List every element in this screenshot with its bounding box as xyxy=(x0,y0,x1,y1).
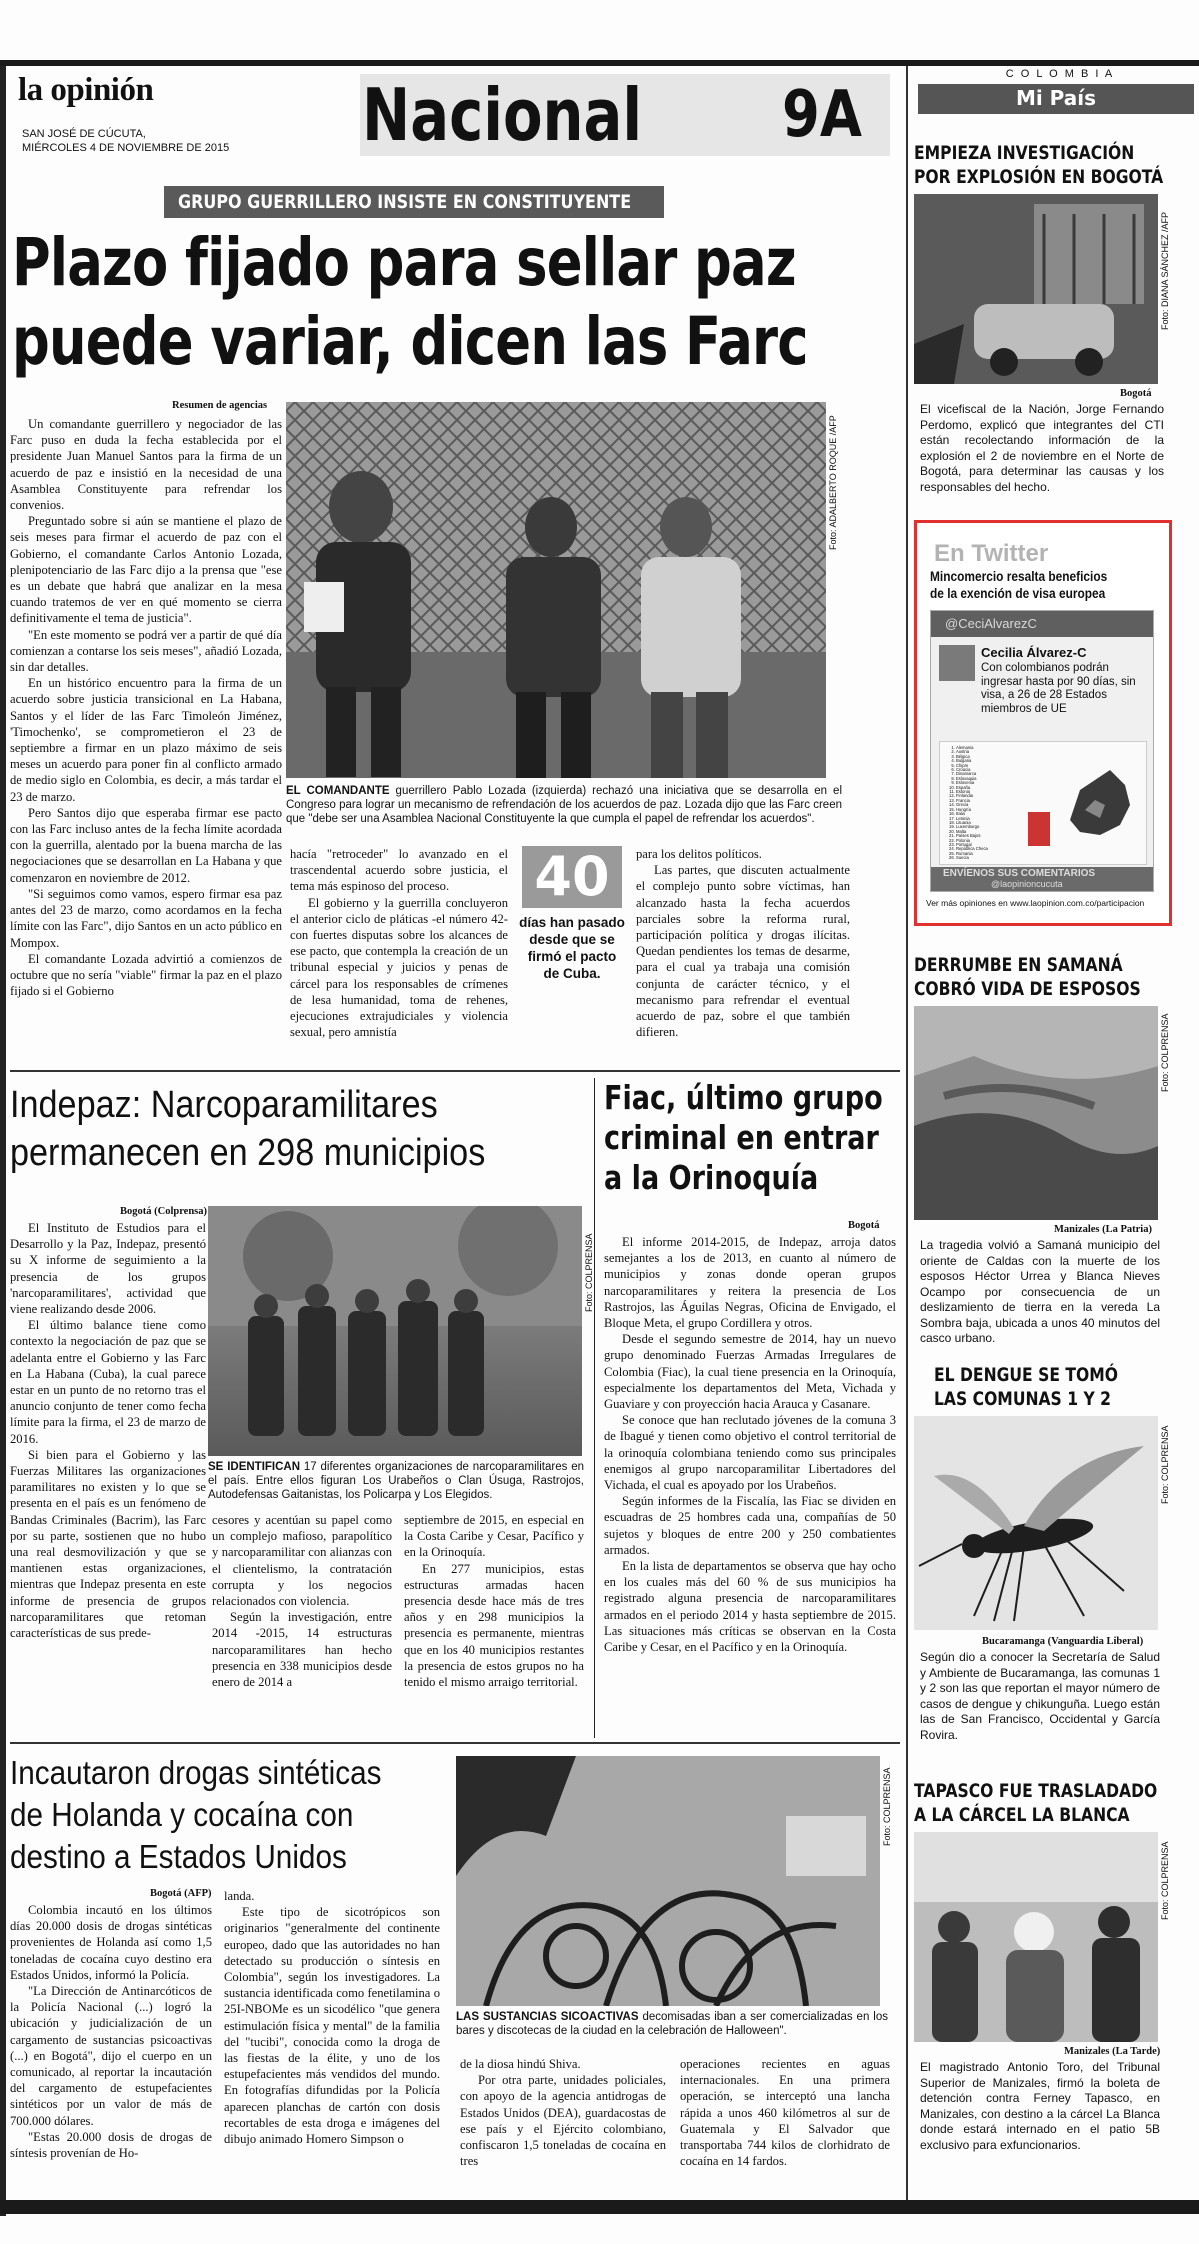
paragraph: El último balance tiene como contexto la negociación de paz que se adelanta entre el Gobierno y las Farc en La Habana (Cuba), la cual parece estar en un punto de no retorno tras el anuncio conjunto de tener como fecha límite para la firma, el 23 de marzo de 2016. xyxy=(10,1318,206,1446)
country-item: 15. Hungría xyxy=(956,808,1026,812)
tweet-author: Cecilia Álvarez-C xyxy=(981,645,1087,660)
caption-lead-in: SE IDENTIFICAN xyxy=(208,1461,301,1473)
country-item: 20. Malta xyxy=(956,830,1026,834)
bottom-bar xyxy=(0,2200,1199,2214)
comments-banner-line1: ENVÍENOS SUS COMENTARIOS xyxy=(943,868,1096,879)
lead-headline-line2: puede variar, dicen las Farc xyxy=(12,303,808,380)
drogas-caption xyxy=(456,2010,888,2038)
paragraph: En un histórico encuentro para la firma de un acuerdo sobre justicia transicional en La Habana, Santos y el líder de las Farc Timoleón Jiménez, 'Timochenko', se comprometieron el 23 de septiembre a firmar en un plazo máximo de seis meses un acuerdo para poner fin al conflicto armado de medio siglo en Colombia, es decir, a más tardar el 23 de marzo. xyxy=(10,676,282,804)
paragraph: para los delitos políticos. xyxy=(636,847,762,861)
drogas-headline-line2: de Holanda y cocaína con xyxy=(10,1796,354,1833)
sidebar-4-photo-illustration xyxy=(914,1832,1158,2042)
country-item: 6. Croacia xyxy=(956,768,1026,772)
country-item: 2. Austria xyxy=(956,750,1026,754)
fiac-divider xyxy=(594,1078,595,1738)
fiac-body xyxy=(604,1234,896,1655)
sidebar-1-title-line2: POR EXPLOSIÓN EN BOGOTÁ xyxy=(914,166,1164,188)
sidebar-2-caption: La tragedia volvió a Samaná municipio del oriente de Caldas con la muerte de los esposos Héctor Urrea y Blanca Nieves Ocampo por consecuencia de un deslizamiento de tierra en la vereda La Sombra baja, ubicada a unos 40 minutos del casco urbano. xyxy=(920,1238,1160,1345)
twitter-box-subtitle-line2: de la exención de visa europea xyxy=(930,585,1106,601)
sidebar-2-photo-credit: Foto: COLPRENSA xyxy=(1160,1013,1170,1092)
comments-banner-line2: @laopinioncucuta xyxy=(991,879,1063,889)
paragraph: operaciones recientes en aguas internacionales. En una primera operación, se interceptó una lancha rápida a unos 460 kilómetros al sur de Guatemala y El Salvador que transportaba 744 kilos de clorhidrato de cocaína en 14 fardos. xyxy=(680,2057,890,2169)
lead-photo xyxy=(286,402,826,778)
top-bar xyxy=(0,60,1199,66)
drogas-headline-line1: Incautaron drogas sintéticas xyxy=(10,1754,382,1791)
drogas-photo xyxy=(456,1756,880,2006)
sidebar-1-caption: El vicefiscal de la Nación, Jorge Fernando Perdomo, explicó que integrantes del CTI están recolectando información de la explosión el 2 de noviembre en el Norte de Bogotá, para determinar las causas y los responsables del hecho. xyxy=(920,402,1164,494)
sidebar-4-caption: El magistrado Antonio Toro, del Tribunal Superior de Manizales, firmó la boleta de detención contra Ferney Tapasco, en Manizales, con destino a la cárcel La Blanca donde estará internado en el patio 5B exclusivo para exfuncionarios. xyxy=(920,2060,1160,2152)
drogas-photo-credit: Foto: COLPRENSA xyxy=(882,1767,892,1846)
country-item: 17. Letonia xyxy=(956,817,1026,821)
country-item: 16. Italia xyxy=(956,812,1026,816)
country-item: 11. Estonia xyxy=(956,790,1026,794)
paragraph: En la lista de departamentos se observa que hay ocho en los cuales más del 60 % de sus municipios ha registrado alguna presencia de narcoparamilitares armados en el periodo 2014 y hasta septiembre de 2015. Las situaciones más críticas se observan en la Costa Caribe y Cesar, en el Pacífico y en la Orinoquía. xyxy=(604,1559,896,1655)
country-item: 8. Eslovaquia xyxy=(956,777,1026,781)
country-item: 9. Eslovenia xyxy=(956,781,1026,785)
paragraph: Pero Santos dijo que esperaba firmar ese pacto con las Farc incluso antes de la fecha límite acordada con la guerrilla, alentado por la buena marcha de las negociaciones que se desarrollan en La Habana y que comenzaron en noviembre de 2012. xyxy=(10,805,282,885)
drogas-column-2 xyxy=(224,1888,440,2147)
paragraph: Colombia incautó en los últimos días 20.000 dosis de drogas sintéticas provenientes de Holanda así como 1,5 toneladas de cocaína cuyo destino era Estados Unidos, informó la Policía. xyxy=(10,1903,212,1982)
fiac-byline: Bogotá xyxy=(848,1220,880,1231)
paragraph: "Si seguimos como vamos, espero firmar esa paz antes del 23 de marzo, como acordamos en la fecha límite con las Farc", dijo Santos en un acto público en Mompox. xyxy=(10,886,283,950)
sidebar-4-title-line2: A LA CÁRCEL LA BLANCA xyxy=(914,1804,1130,1826)
indepaz-caption xyxy=(208,1460,584,1502)
sidebar-3-title-line1: EL DENGUE SE TOMÓ xyxy=(934,1364,1119,1386)
section-rule xyxy=(10,1742,900,1744)
lead-column-3 xyxy=(636,846,850,1040)
sidebar-2-photo xyxy=(914,1006,1158,1220)
sidebar-2-photo-illustration xyxy=(914,1006,1158,1220)
indepaz-byline: Bogotá (Colprensa) xyxy=(120,1206,208,1217)
paragraph: El Instituto de Estudios para el Desarrollo y la Paz, Indepaz, presentó su X informe de seguimiento a la presencia de los grupos 'narcoparamilitares', actividad que viene realizando desde 2006. xyxy=(10,1221,206,1317)
indepaz-photo xyxy=(208,1206,582,1456)
lead-byline: Resumen de agencias xyxy=(172,400,268,411)
twitter-box-footer[interactable]: Ver más opiniones en www.laopinion.com.co/participacion xyxy=(926,898,1145,908)
europe-map xyxy=(1060,760,1140,840)
country-list xyxy=(944,746,1026,861)
twitter-box-title: En Twitter xyxy=(934,540,1049,567)
page-number: 9A xyxy=(782,78,862,152)
tweet-text: Con colombianos podrán ingresar hasta por 90 días, sin visa, a 26 de 28 Estados miembros de UE xyxy=(981,662,1136,715)
caption-lead-in: EL COMANDANTE xyxy=(286,785,390,797)
country-item: 26. Suecia xyxy=(956,856,1026,860)
fiac-headline-line2: criminal en entrar xyxy=(604,1118,879,1157)
country-item: 21. Países Bajos xyxy=(956,834,1026,838)
caption-text: 17 diferentes organizaciones de narcoparamilitares en el país. Entre ellos figuran Los Urabeños o Clan Úsuga, Rastrojos, Autodefensas Gaitanistas, los Policarpa y Los Elegidos. xyxy=(208,1461,584,1501)
sidebar-4-place: Manizales (La Tarde) xyxy=(1064,2046,1161,2057)
paragraph: El comandante Lozada advirtió a comienzos de octubre que no sería "viable" firmar la paz en el plazo fijado si el Gobierno xyxy=(10,951,282,999)
sidebar-1-photo-illustration xyxy=(914,194,1158,384)
drogas-column-3 xyxy=(460,2056,666,2169)
avatar xyxy=(939,645,975,681)
paragraph: Se conoce que han reclutado jóvenes de la comuna 3 de Ibagué y tienen como objetivo el control territorial de la orinoquía colombiana teniendo como sus principales enemigos al grupo narcoparamilitar Libertadores del Vichada, el cual es apoyado por los Urabeños. xyxy=(604,1413,896,1493)
sidebar-3-caption: Según dio a conocer la Secretaría de Salud y Ambiente de Bucaramanga, las comunas 1 y 2 son las que reportan el mayor número de casos de dengue y chikunguña. Luego están las de San Francisco, Occidental y García Rovira. xyxy=(920,1650,1160,1742)
caption-text: guerrillero Pablo Lozada (izquierda) rechazó una iniciativa que se desarrolla en el Congreso para lograr un mecanismo de refrendación de los acuerdos de paz. Lozada dijo que las Farc creen que "debe ser una Asamblea Nacional Constituyente la que cumpla el papel de refrendar los acuerdos". xyxy=(286,785,842,825)
sidebar-3-photo-illustration xyxy=(914,1416,1158,1630)
country-item: 18. Lituania xyxy=(956,821,1026,825)
paragraph: Por otra parte, unidades policiales, con apoyo de la agencia antidrogas de Estados Unidos (DEA), guardacostas de ese país y el Ejército colombiano, confiscaron 1,5 toneladas de cocaína en tres xyxy=(460,2073,666,2169)
country-item: 4. Bulgaria xyxy=(956,759,1026,763)
country-item: 12. Finlandia xyxy=(956,794,1026,798)
drogas-column-1 xyxy=(10,1902,212,2161)
paragraph: Preguntado sobre si aún se mantiene el plazo de seis meses para firmar el acuerdo de paz con el Gobierno, el comandante Carlos Antonio Lozada, plenipotenciario de las Farc dijo a la prensa que "ese es un debate que habrá que analizar en la mesa cuando tratemos de ver en qué momento se cierra definitivamente el tema de justicia". xyxy=(10,514,282,626)
lead-caption xyxy=(286,784,842,826)
country-item: 10. España xyxy=(956,786,1026,790)
logo: la opinión xyxy=(18,72,154,108)
indepaz-column-3 xyxy=(404,1512,584,1690)
indepaz-column-2 xyxy=(212,1512,392,1690)
paragraph: Las partes, que discuten actualmente el complejo punto sobre víctimas, han alcanzado hasta la fecha acuerdos parciales sobre la reforma rural, participación política y drogas ilícitas. Quedan pendientes los temas de desarme, para el cual ya trabaja una comisión conjunta de carácter técnico, y el mecanismo para refrendar el eventual acuerdo de paz, sobre el que también difieren. xyxy=(636,863,850,1040)
left-margin-bar xyxy=(0,66,6,2216)
caption-lead-in: LAS SUSTANCIAS SICOACTIVAS xyxy=(456,2011,639,2023)
sidebar-3-place: Bucaramanga (Vanguardia Liberal) xyxy=(982,1636,1144,1647)
drogas-column-4 xyxy=(680,2056,890,2169)
indepaz-photo-credit: Foto: COLPRENSA xyxy=(584,1233,594,1312)
indepaz-headline-line2: permanecen en 298 municipios xyxy=(10,1132,486,1174)
indepaz-photo-illustration xyxy=(208,1206,582,1456)
sidebar-2-title-line2: COBRÓ VIDA DE ESPOSOS xyxy=(914,978,1141,1000)
paragraph: cesores y acentúan su papel como un complejo mafioso, parapolítico y narcoparamilitar con alianzas con el clientelismo, la contratación corrupta y los negocios relacionados con violencia. xyxy=(212,1513,392,1609)
paragraph: Este tipo de sicotrópicos son originarios "generalmente del continente europeo, dado que las autoridades no han detectado su producción o síntesis en Colombia", según los investigadores. La sustancia identificada como fenetilamina o 25I-NBOMe es un sicodélico "que genera estimulación física y mental" de la familia del "tucibi", conocida como la droga de las fiestas de la élite, y uno de los estupefacientes más vendidos del mundo. En fotografías difundidas por la Policía aparecen planchas de cartón con dosis recortables de esta droga e imágenes del dibujo animado Homero Simpson o xyxy=(224,1905,440,2147)
country-item: 13. Francia xyxy=(956,799,1026,803)
tweet-handle[interactable]: @CeciAlvarezC xyxy=(945,616,1037,631)
country-item: 7. Dinamarca xyxy=(956,772,1026,776)
lead-kicker: GRUPO GUERRILLERO INSISTE EN CONSTITUYENTE xyxy=(178,191,632,213)
fiac-headline-line1: Fiac, último grupo xyxy=(604,1078,883,1117)
factoid-number: 40 xyxy=(534,845,610,908)
lead-headline-line1: Plazo fijado para sellar paz xyxy=(12,224,796,301)
drogas-photo-illustration xyxy=(456,1756,880,2006)
paragraph: Si bien para el Gobierno y las Fuerzas Militares las organizaciones paramilitares no existen y lo que se presenta en el país es un fenómeno de Bandas Criminales (Bacrim), las Farc por su parte, sostienen que no hubo una real desmovilización y que se mantienen estas organizaciones, mientras que Indepaz presenta en este informe de presencia de grupos narcoparamilitares que retoman características de sus prede- xyxy=(10,1447,206,1641)
country-item: 23. Portugal xyxy=(956,843,1026,847)
country-item: 1. Alemania xyxy=(956,746,1026,750)
paragraph: "Estas 20.000 dosis de drogas de síntesis provenían de Ho- xyxy=(10,2129,212,2161)
paragraph: "En este momento se podrá ver a partir de qué día comienzan a contarse los seis meses", añadió Lozada, sin dar detalles. xyxy=(10,627,282,675)
sidebar-1-place: Bogotá xyxy=(1120,388,1152,399)
tweet-infographic xyxy=(939,741,1147,865)
sidebar-3-title-line2: LAS COMUNAS 1 Y 2 xyxy=(934,1388,1112,1410)
paragraph: hacía "retroceder" lo avanzado en el trascendental acuerdo sobre justicia, el tema más espinoso del proceso. xyxy=(290,847,508,894)
country-item: 22. Polonia xyxy=(956,839,1026,843)
comments-banner[interactable] xyxy=(931,867,1153,891)
section-title: Nacional xyxy=(362,73,643,157)
sidebar-4-title-line1: TAPASCO FUE TRASLADADO xyxy=(914,1780,1158,1802)
paragraph: septiembre de 2015, en especial en la Costa Caribe y Cesar, Pacífico y en la Orinoquía. xyxy=(404,1513,584,1560)
factoid-box xyxy=(512,846,630,996)
europe-map-shape xyxy=(1060,760,1140,840)
paragraph: de la diosa hindú Shiva. xyxy=(460,2057,581,2071)
paragraph: El gobierno y la guerrilla concluyeron el anterior ciclo de pláticas -el número 42- con fuertes disputas sobre los alcances de ese pacto, que contempla la creación de un tribunal especial y juicios y penas de cárcel para los responsables de crímenes de lesa humanidad, toma de rehenes, ejecuciones extrajudiciales y violencia sexual, pero amnistía xyxy=(290,895,508,1040)
sidebar-1-title-line1: EMPIEZA INVESTIGACIÓN xyxy=(914,142,1135,164)
indepaz-headline-line1: Indepaz: Narcoparamilitares xyxy=(10,1084,438,1126)
drogas-headline-line3: destino a Estados Unidos xyxy=(10,1838,347,1875)
paragraph: Según la investigación, entre 2014 -2015, 14 estructuras narcoparamilitares han hecho presencia en 338 municipios desde enero de 2014 a xyxy=(212,1610,392,1690)
paragraph: landa. xyxy=(224,1889,255,1903)
paragraph: "La Dirección de Antinarcóticos de la Policía Nacional (...) logró la ubicación y judicialización de un cargamento de sustancias psicoactivas (...) en Bogotá", dijo el cuerpo en un comunicado, al reportar la incautación del cargamento de estupefacientes sintéticos por un valor de más de 700.000 dólares. xyxy=(10,1984,212,2128)
country-item: 19. Luxemburgo xyxy=(956,825,1026,829)
side-section-kicker: C O L O M B I A xyxy=(1005,68,1115,80)
tweet-card[interactable] xyxy=(930,610,1154,892)
lead-photo-credit: Foto: ADALBERTO ROQUE /AFP xyxy=(828,415,838,550)
side-section-title: Mi País xyxy=(1015,86,1097,110)
country-item: 24. República Checa xyxy=(956,847,1026,851)
sidebar-divider xyxy=(906,66,908,2200)
indepaz-column-1 xyxy=(10,1220,206,1641)
paragraph: En 277 municipios, estas estructuras armadas hacen presencia desde hace más de tres años y en 298 municipios la presencia es permanente, mientras que en los 40 municipios restantes la presencia de estos grupos no ha tenido el mismo arraigo territorial. xyxy=(404,1561,584,1690)
section-rule xyxy=(10,1070,900,1072)
lead-column-1 xyxy=(10,416,282,999)
country-item: 3. Bélgica xyxy=(956,755,1026,759)
lead-photo-illustration xyxy=(286,402,826,778)
caption-text: decomisadas iban a ser comercializadas en los bares y discotecas de la ciudad en la celebración de Halloween". xyxy=(456,2011,888,2037)
country-item: 25. Rumania xyxy=(956,852,1026,856)
twitter-box-subtitle-line1: Mincomercio resalta beneficios xyxy=(930,568,1108,584)
paragraph: El informe 2014-2015, de Indepaz, arroja datos semejantes a los de 2013, en cuanto al número de municipios y zonas donde operan grupos narcoparamilitares y reitera la presencia de Los Rastrojos, las Águilas Negras, Oficina de Envigado, el Bloque Meta, el grupo Cordillera y otros. xyxy=(604,1235,896,1331)
drogas-byline: Bogotá (AFP) xyxy=(150,1888,212,1899)
masthead-city: SAN JOSÉ DE CÚCUTA, xyxy=(22,128,146,140)
sidebar-4-photo xyxy=(914,1832,1158,2042)
factoid-text: días han pasado desde que se firmó el pacto de Cuba. xyxy=(519,915,625,981)
paragraph: Según informes de la Fiscalía, las Fiac se dividen en escuadras de 25 hombres cada una, compañías de 50 sujetos y bloques de entre 200 y 250 combatientes armados. xyxy=(604,1494,896,1557)
sidebar-4-photo-credit: Foto: COLPRENSA xyxy=(1160,1841,1170,1920)
fiac-headline-line3: a la Orinoquía xyxy=(604,1158,819,1197)
visa-illustration xyxy=(1028,812,1050,846)
sidebar-1-photo-credit: Foto: DIANA SÁNCHEZ /AFP xyxy=(1160,211,1170,330)
paragraph: Desde el segundo semestre de 2014, hay un nuevo grupo denominado Fuerzas Armadas Irregulares de Colombia (Fiac), la cual tiene presencia en la Orinoquía, especialmente los departamentos del Meta, Vichada y Guaviare y con proyección hacia Arauca y Casanare. xyxy=(604,1332,896,1412)
masthead-date: MIÉRCOLES 4 DE NOVIEMBRE DE 2015 xyxy=(22,142,230,154)
sidebar-2-place: Manizales (La Patria) xyxy=(1054,1224,1152,1235)
country-item: 5. Chipre xyxy=(956,764,1026,768)
paragraph: Un comandante guerrillero y negociador de las Farc puso en duda la fecha establecida por el presidente Juan Manuel Santos para la firma de un acuerdo de paz e insistió en la necesidad de una Asamblea Constituyente para refrendar los convenios. xyxy=(10,417,282,513)
sidebar-2-title-line1: DERRUMBE EN SAMANÁ xyxy=(914,954,1123,976)
lead-column-2 xyxy=(290,846,508,1040)
sidebar-3-photo xyxy=(914,1416,1158,1630)
sidebar-3-photo-credit: Foto: COLPRENSA xyxy=(1160,1425,1170,1504)
sidebar-1-photo xyxy=(914,194,1158,384)
country-item: 14. Grecia xyxy=(956,803,1026,807)
